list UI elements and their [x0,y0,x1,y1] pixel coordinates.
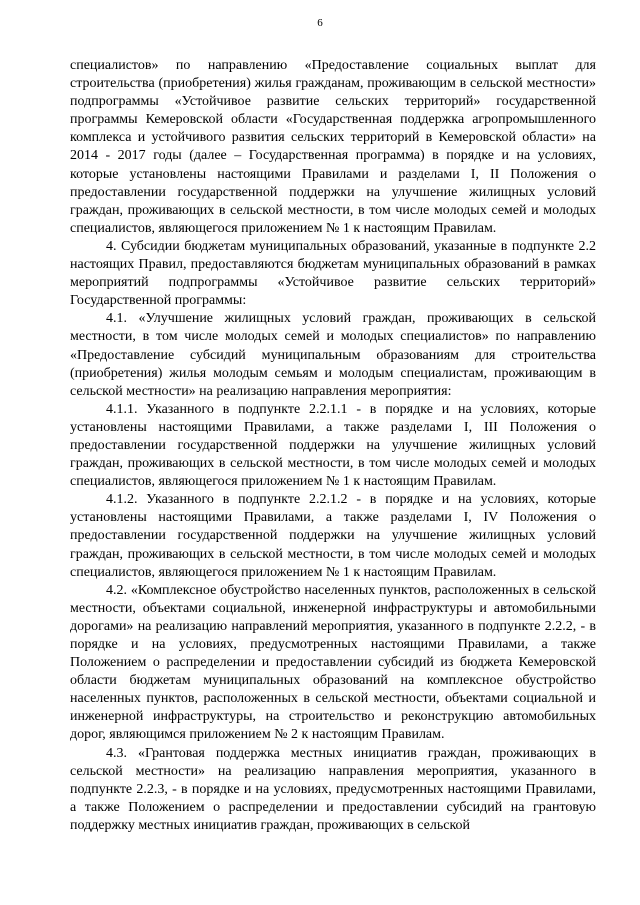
page-number: 6 [317,17,323,29]
paragraph-section-4-1-2: 4.1.2. Указанного в подпункте 2.2.1.2 - в порядке и на условиях, которые установлены настоящими Правилами, а также разделами I, IV Положения о предоставлении государственной поддержки на улучшение жилищных условий граждан, проживающих в сельской местности, в том числе молодых семей и молодых специалистов, являющегося приложением № 1 к настоящим Правилам. [70,492,596,580]
document-body [70,57,596,835]
paragraph-section-4-2: 4.2. «Комплексное обустройство населенных пунктов, расположенных в сельской местности, объектами социальной, инженерной инфраструктуры и автомобильными дорогами» на реализацию направлений мероприятия, указанного в подпункте 2.2.2, - в порядке и на условиях, предусмотренных настоящими Правилами, а также Положением о распределении и предоставлении субсидий из бюджета Кемеровской области бюджетам муниципальных образований на комплексное обустройство населенных пунктов, расположенных в сельской местности, объектами социальной и инженерной инфраструктуры, на строительство и реконструкцию автомобильных дорог, являющимся приложением № 2 к настоящим Правилам. [70,582,596,743]
paragraph-section-4-1: 4.1. «Улучшение жилищных условий граждан, проживающих в сельской местности, в том числе молодых семей и молодых специалистов» по направлению «Предоставление субсидий муниципальным образованиям для строительства (приобретения) жилья молодым семьям и молодым специалистам, проживающим в сельской местности» на реализацию направления мероприятия: [70,311,596,399]
paragraph-section-4-3: 4.3. «Грантовая поддержка местных инициатив граждан, проживающих в сельской местности» на реализацию направления мероприятия, указанного в подпункте 2.2.3, - в порядке и на условиях, предусмотренных настоящими Правилами, а также Положением о распределении и предоставлении субсидий на грантовую поддержку местных инициатив граждан, проживающих в сельской [70,745,596,833]
paragraph-continuation: специалистов» по направлению «Предоставление социальных выплат для строительства (приобретения) жилья гражданам, проживающим в сельской местности» подпрограммы «Устойчивое развитие сельских территорий» государственной программы Кемеровской области «Государственная поддержка агропромышленного комплекса и устойчивого развития сельских территорий в Кемеровской области» на 2014 - 2017 годы (далее – Государственная программа) в порядке и на условиях, которые установлены настоящими Правилами и разделами I, II Положения о предоставлении государственной поддержки на улучшение жилищных условий граждан, проживающих в сельской местности, в том числе молодых семей и молодых специалистов, являющегося приложением № 1 к настоящим Правилам. [70,58,596,236]
paragraph-section-4-1-1: 4.1.1. Указанного в подпункте 2.2.1.1 - в порядке и на условиях, которые установлены настоящими Правилами, а также разделами I, III Положения о предоставлении государственной поддержки на улучшение жилищных условий граждан, проживающих в сельской местности, в том числе молодых семей и молодых специалистов, являющегося приложением № 1 к настоящим Правилам. [70,401,596,490]
paragraph-section-4: 4. Субсидии бюджетам муниципальных образований, указанные в подпункте 2.2 настоящих Правил, предоставляются бюджетам муниципальных образований в рамках мероприятий подпрограммы «Устойчивое развитие сельских территорий» Государственной программы: [70,238,596,309]
